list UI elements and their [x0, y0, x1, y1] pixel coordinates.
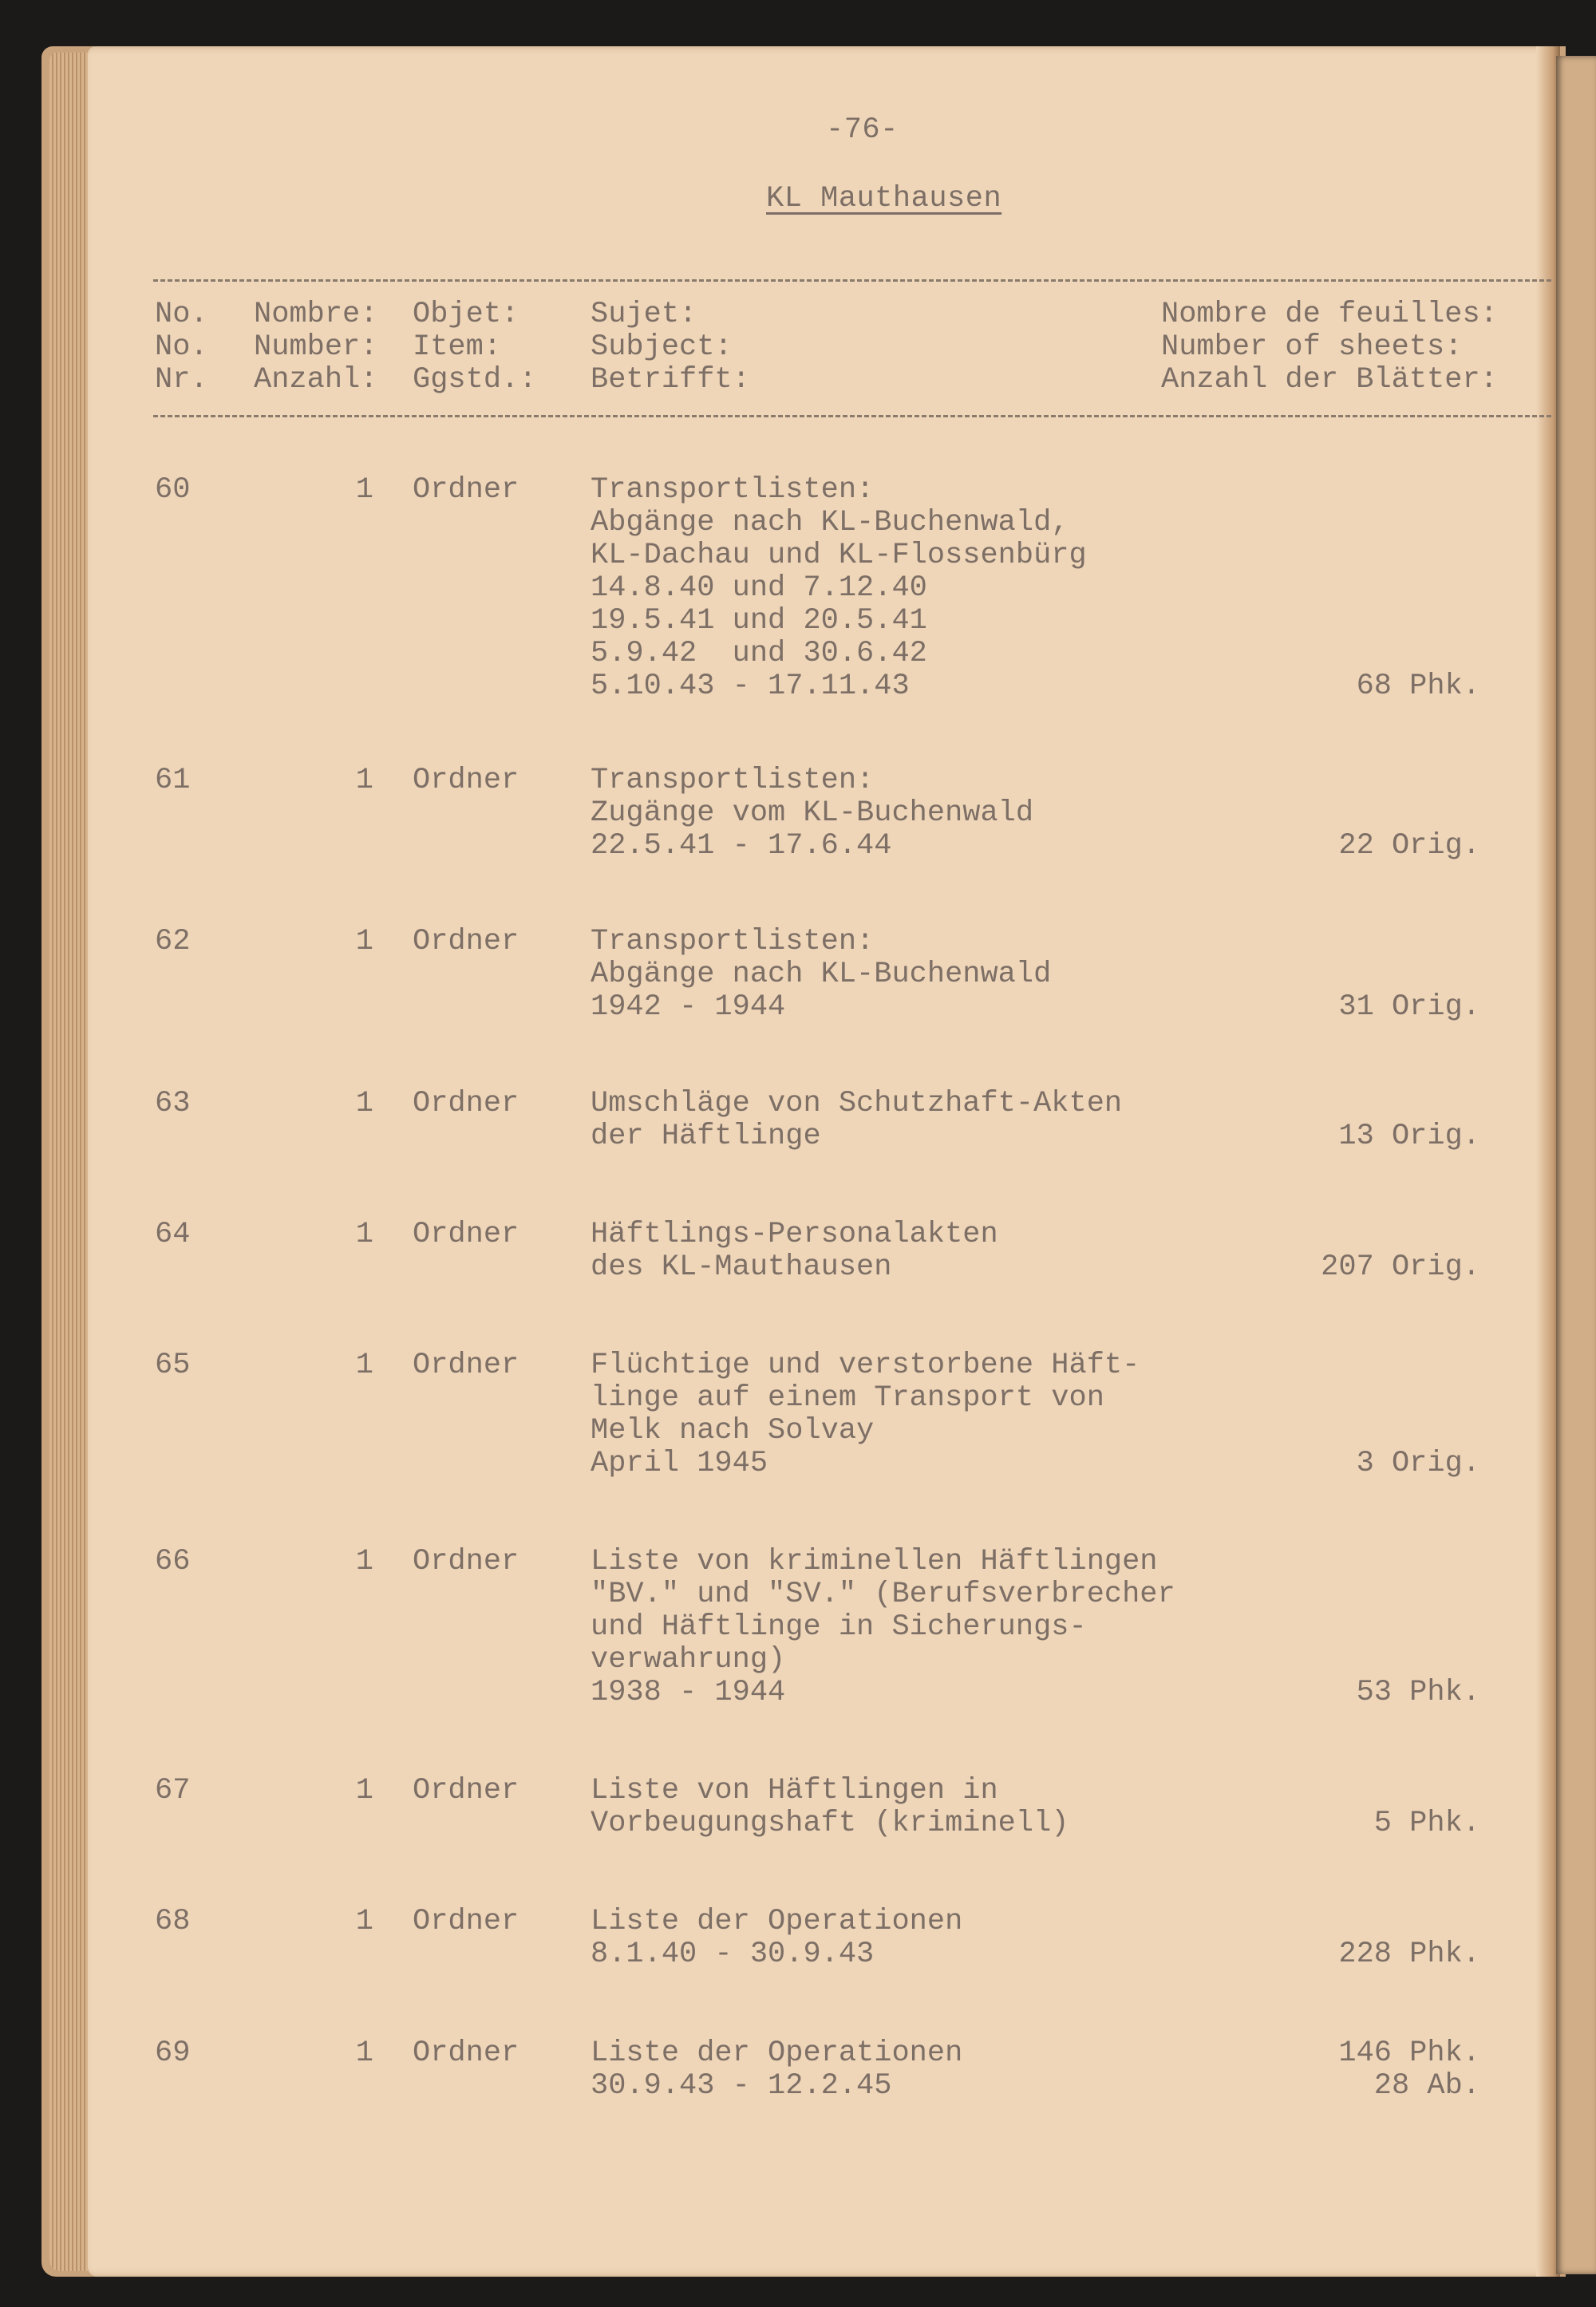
- entry-item: Ordner: [413, 2036, 519, 2070]
- entry-subject-line: 5.10.43 - 17.11.43: [591, 670, 910, 703]
- entry-count: 1: [355, 764, 373, 797]
- entry-item: Ordner: [413, 1905, 519, 1938]
- entry-number: 61: [155, 764, 191, 797]
- header-no: No.: [155, 298, 208, 331]
- entry-subject-line: 1938 - 1944: [591, 1676, 786, 1709]
- entry-subject-line: Abgänge nach KL-Buchenwald,: [591, 506, 1069, 539]
- entry-item: Ordner: [413, 1349, 519, 1382]
- entry-count: 1: [355, 2036, 373, 2070]
- header-subject: Sujet:: [591, 298, 697, 331]
- entry-subject-line: verwahrung): [591, 1643, 786, 1677]
- entry-subject-line: des KL-Mauthausen: [591, 1250, 892, 1284]
- entry-number: 62: [155, 925, 191, 958]
- entry-sheets: 31 Orig.: [1338, 990, 1480, 1024]
- entry-number: 65: [155, 1349, 191, 1382]
- entry-subject: [591, 1775, 1069, 1840]
- section-title: KL Mauthausen: [766, 182, 1002, 215]
- entry-item: Ordner: [413, 1545, 519, 1578]
- entry-number: 69: [155, 2036, 191, 2070]
- header-item: Objet:: [413, 298, 519, 331]
- entry-subject-line: 22.5.41 - 17.6.44: [591, 829, 892, 863]
- header-count: Anzahl:: [254, 363, 378, 397]
- entry-subject-line: Flüchtige und verstorbene Häft-: [591, 1349, 1140, 1382]
- entry-subject: [591, 1088, 1122, 1153]
- entry-subject-line: der Häftlinge: [591, 1120, 821, 1153]
- header-item: Item:: [413, 330, 502, 364]
- entry-subject-line: Umschläge von Schutzhaft-Akten: [591, 1087, 1123, 1120]
- entry-sheets: 3 Orig.: [1356, 1447, 1480, 1480]
- entry-item: Ordner: [413, 1218, 519, 1251]
- header-no: Nr.: [155, 363, 208, 397]
- entry-sheets: 53 Phk.: [1356, 1676, 1480, 1709]
- header-sheets: Nombre de feuilles:: [1161, 298, 1498, 331]
- entry-count: 1: [355, 473, 373, 507]
- entry-subject-line: 30.9.43 - 12.2.45: [591, 2069, 892, 2103]
- page-edges: [49, 53, 88, 2271]
- entry-count: 1: [355, 1905, 373, 1938]
- entry-subject: [591, 2037, 962, 2103]
- header-subject: Betrifft:: [591, 363, 750, 397]
- entry-subject-line: Liste von kriminellen Häftlingen: [591, 1545, 1158, 1578]
- entry-subject-line: Transportlisten:: [591, 473, 875, 507]
- entry-subject: [591, 926, 1051, 1024]
- entry-subject-line: Melk nach Solvay: [591, 1414, 875, 1448]
- entry-subject-line: Abgänge nach KL-Buchenwald: [591, 958, 1052, 991]
- entry-number: 60: [155, 473, 191, 507]
- entry-sheets: 22 Orig.: [1338, 829, 1480, 863]
- entry-number: 63: [155, 1087, 191, 1120]
- entry-item: Ordner: [413, 764, 519, 797]
- entry-count: 1: [355, 1349, 373, 1382]
- entry-subject: [591, 1349, 1140, 1480]
- entry-sheets: 5 Phk.: [1373, 1807, 1480, 1840]
- entry-sheets: 68 Phk.: [1356, 670, 1480, 703]
- entry-item: Ordner: [413, 1774, 519, 1807]
- entry-sheets: 207 Orig.: [1321, 1250, 1480, 1284]
- header-count: Number:: [254, 330, 378, 364]
- entry-subject-line: 1942 - 1944: [591, 990, 786, 1024]
- entry-sheets: 28 Ab.: [1373, 2069, 1480, 2103]
- entry-subject-line: 19.5.41 und 20.5.41: [591, 604, 927, 638]
- entry-subject: [591, 1546, 1175, 1709]
- entry-subject-line: Transportlisten:: [591, 764, 875, 797]
- header-no: No.: [155, 330, 208, 364]
- entry-subject-line: 8.1.40 - 30.9.43: [591, 1938, 875, 1971]
- header-top-rule: [153, 279, 1551, 282]
- entry-count: 1: [355, 925, 373, 958]
- header-subject: Subject:: [591, 330, 733, 364]
- entry-subject-line: KL-Dachau und KL-Flossenbürg: [591, 539, 1087, 572]
- entry-subject-line: linge auf einem Transport von: [591, 1381, 1104, 1415]
- entry-item: Ordner: [413, 473, 519, 507]
- entry-subject-line: "BV." und "SV." (Berufsverbrecher: [591, 1578, 1175, 1611]
- entry-number: 66: [155, 1545, 191, 1578]
- page-number: -76-: [826, 113, 899, 147]
- entry-number: 64: [155, 1218, 191, 1251]
- entry-sheets: 228 Phk.: [1338, 1938, 1480, 1971]
- entry-subject: [591, 1906, 962, 1971]
- header-item: Ggstd.:: [413, 363, 537, 397]
- header-sheets: Anzahl der Blätter:: [1161, 363, 1498, 397]
- entry-subject-line: April 1945: [591, 1447, 768, 1480]
- entry-count: 1: [355, 1545, 373, 1578]
- header-bottom-rule: [153, 415, 1551, 417]
- entry-number: 67: [155, 1774, 191, 1807]
- entry-subject-line: Liste von Häftlingen in: [591, 1774, 998, 1807]
- entry-subject-line: Zugänge vom KL-Buchenwald: [591, 796, 1034, 830]
- entry-count: 1: [355, 1218, 373, 1251]
- entry-sheets: 146 Phk.: [1338, 2036, 1480, 2070]
- entry-sheets: 13 Orig.: [1338, 1120, 1480, 1153]
- entry-subject-line: Liste der Operationen: [591, 2036, 963, 2070]
- entry-subject-line: Häftlings-Personalakten: [591, 1218, 998, 1251]
- entry-subject-line: Vorbeugungshaft (kriminell): [591, 1807, 1069, 1840]
- header-count: Nombre:: [254, 298, 378, 331]
- entry-number: 68: [155, 1905, 191, 1938]
- entry-subject-line: 14.8.40 und 7.12.40: [591, 571, 927, 605]
- entry-count: 1: [355, 1087, 373, 1120]
- entry-subject: [591, 1219, 998, 1284]
- entry-count: 1: [355, 1774, 373, 1807]
- facing-page-edge: [1556, 56, 1596, 2274]
- entry-subject: [591, 474, 1087, 703]
- entry-item: Ordner: [413, 925, 519, 958]
- entry-subject-line: Transportlisten:: [591, 925, 875, 958]
- entry-subject: [591, 764, 1033, 863]
- entry-item: Ordner: [413, 1087, 519, 1120]
- entry-subject-line: 5.9.42 und 30.6.42: [591, 637, 927, 670]
- entry-subject-line: Liste der Operationen: [591, 1905, 963, 1938]
- header-sheets: Number of sheets:: [1161, 330, 1463, 364]
- entry-subject-line: und Häftlinge in Sicherungs-: [591, 1610, 1087, 1644]
